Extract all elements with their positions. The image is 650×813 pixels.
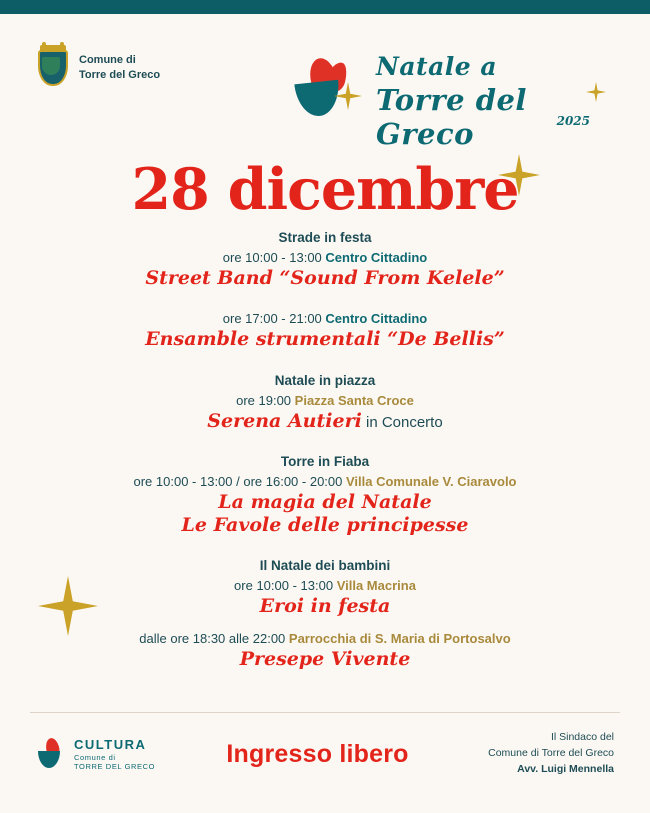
- entry-time-place: [30, 631, 620, 646]
- entry-time-place: [30, 393, 620, 408]
- entry-place: Piazza Santa Croce: [294, 392, 414, 408]
- cultura-line-3: TORRE DEL GRECO: [74, 762, 156, 772]
- poster-header: [0, 14, 650, 151]
- entry-place: Villa Comunale V. Ciaravolo: [345, 474, 517, 490]
- star-icon: [334, 82, 362, 110]
- page-title: 28 dicembre: [131, 156, 519, 223]
- comune-branding: [36, 45, 160, 91]
- mayor-name: Avv. Luigi Mennella: [517, 762, 614, 775]
- coat-of-arms-icon: [36, 45, 70, 91]
- entry-place: Parrocchia di S. Maria di Portosalvo: [288, 631, 511, 647]
- entry-time-place: [30, 250, 620, 265]
- entry-time: ore 10:00 - 13:00: [234, 578, 337, 594]
- cultura-label: [74, 737, 155, 772]
- poster-footer: [0, 719, 650, 789]
- star-icon: [586, 82, 606, 102]
- free-entry-label: Ingresso libero: [226, 739, 409, 768]
- entry-title: Street Band “Sound From Kelele”: [145, 267, 505, 289]
- entry-time-place: [30, 578, 620, 593]
- program-section: [30, 373, 620, 432]
- event-logo-line-1: Natale a: [376, 52, 498, 81]
- star-icon: [38, 576, 98, 636]
- entry-time-place: [30, 474, 620, 489]
- entry-time: ore 10:00 - 13:00: [222, 250, 326, 265]
- entry-time: ore 17:00 - 21:00: [222, 311, 326, 327]
- entry-place: Centro Cittadino: [325, 311, 428, 327]
- entry-title-sub: in Concerto: [361, 413, 443, 431]
- cultura-line-2: Comune di: [74, 752, 116, 762]
- section-title: Il Natale dei bambini: [259, 558, 391, 574]
- comune-line-1: Comune di: [79, 54, 136, 67]
- mayor-signature: [429, 730, 614, 777]
- program-section: [30, 631, 620, 670]
- event-logo-line-2: Torre del Greco: [376, 83, 527, 151]
- entry-time: ore 10:00 - 13:00 / ore 16:00 - 20:00: [133, 474, 346, 490]
- star-icon: [498, 154, 540, 196]
- mayor-line-1: Il Sindaco del: [550, 731, 614, 744]
- entry-title-main: Serena Autieri: [207, 409, 362, 432]
- program-section: [30, 454, 620, 536]
- entry-place: Centro Cittadino: [325, 250, 428, 265]
- entry-place: Villa Macrina: [336, 578, 416, 594]
- entry-title: Eroi in festa: [259, 595, 391, 618]
- program-section: [30, 311, 620, 350]
- date-heading-wrap: [0, 156, 650, 230]
- event-logo: [290, 52, 600, 151]
- mayor-line-2: Comune di Torre del Greco: [488, 747, 614, 760]
- entry-title: Ensamble strumentali “De Bellis”: [145, 328, 505, 351]
- footer-divider: [30, 712, 620, 713]
- event-logo-title: [376, 52, 600, 151]
- cultura-line-1: CULTURA: [74, 736, 147, 752]
- cultura-mark-icon: [36, 738, 66, 770]
- comune-line-2: Torre del Greco: [79, 69, 161, 81]
- comune-name: [79, 53, 160, 83]
- entry-title-secondary: Le Favole delle principesse: [181, 513, 469, 536]
- event-logo-year: 2025: [556, 114, 590, 128]
- entry-title: [30, 410, 620, 432]
- cultura-logo-icon: [36, 737, 226, 772]
- entry-title: Presepe Vivente: [239, 648, 411, 671]
- top-accent-bar: [0, 0, 650, 14]
- entry-time: ore 19:00: [236, 392, 295, 408]
- section-title: Torre in Fiaba: [280, 454, 370, 470]
- entry-time: dalle ore 18:30 alle 22:00: [139, 631, 289, 647]
- program-section: [30, 558, 620, 617]
- program-section: [30, 230, 620, 289]
- entry-time-place: [30, 311, 620, 326]
- entry-title: La magia del Natale: [218, 491, 432, 514]
- section-title: Strade in festa: [278, 230, 372, 245]
- section-title: Natale in piazza: [274, 372, 376, 388]
